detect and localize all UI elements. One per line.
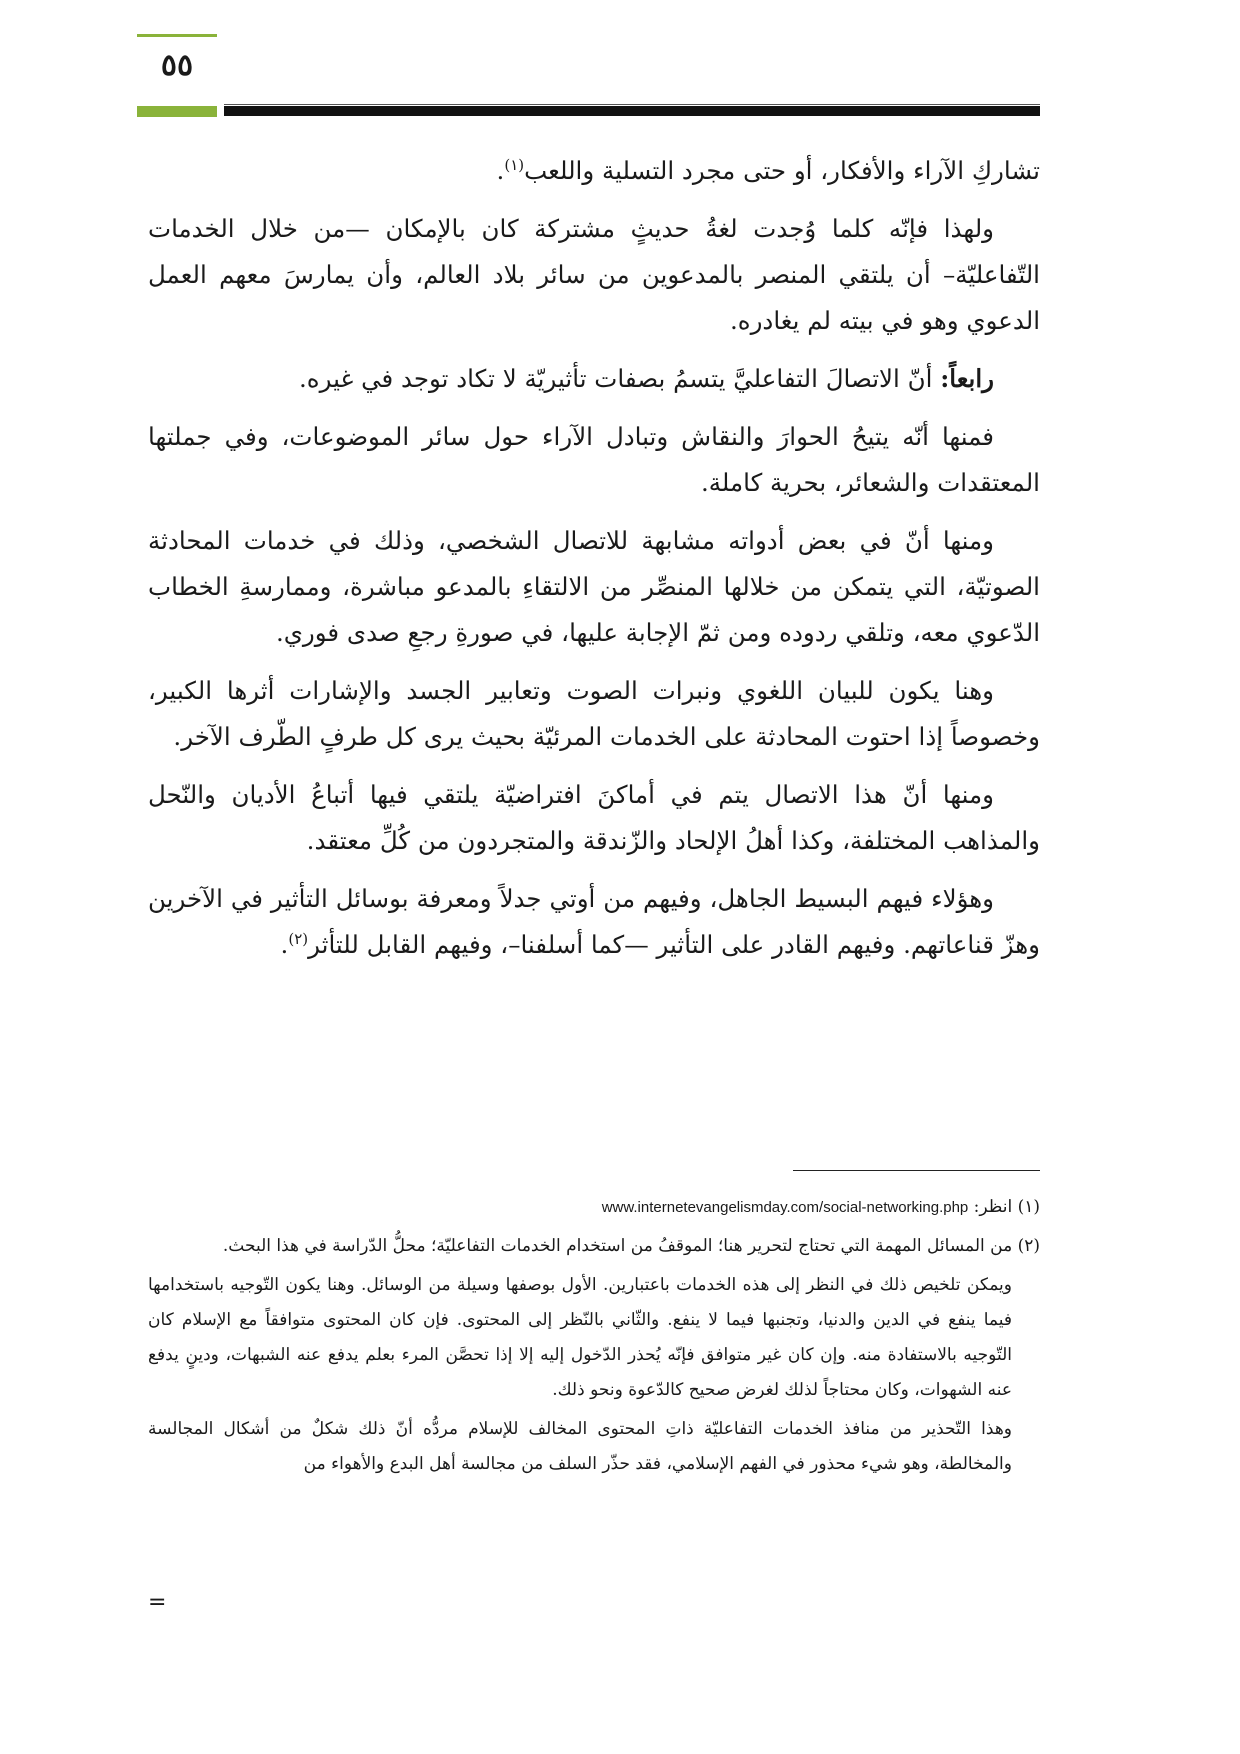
footnote-1 xyxy=(148,1190,1040,1225)
paragraph-6: وهنا يكون للبيان اللغوي ونبرات الصوت وتعابير الجسد والإشارات أثرها الكبير، وخصوصاً إذا احتوت المحادثة على الخدمات المرئيّة بحيث يرى كل طرفٍ الطّرف الآخر. xyxy=(148,676,1040,751)
header-rule xyxy=(224,106,1040,116)
paragraph-4: فمنها أنّه يتيحُ الحوارَ والنقاش وتبادل الآراء حول سائر الموضوعات، وفي جملتها المعتقدات والشعائر، بحرية كاملة. xyxy=(148,422,1040,497)
footnote-ref-1[interactable]: (١) xyxy=(504,155,525,174)
footnote-separator xyxy=(793,1170,1040,1171)
paragraph-3-text: أنّ الاتصالَ التفاعليَّ يتسمُ بصفات تأثيريّة لا تكاد توجد في غيره. xyxy=(298,364,941,393)
paragraph-3 xyxy=(148,356,1040,402)
footnote-2-para1: ويمكن تلخيص ذلك في النظر إلى هذه الخدمات باعتبارين. الأول بوصفها وسيلة من الوسائل. وهنا يكون التّوجيه باستخدامها فيما ينفع في الدين والدنيا، وتجنبها فيما لا ينفع. والثّاني بالنّظر إلى المحتوى. فإن كان المحتوى متوافقاً مع الإسلام كان التّوجيه بالاستفادة منه. وإن كان غير متوافق فإنّه يُحذر الدّخول إليه إلا إذا تحصَّن المرء بعلم يدفع عنه الشبهات، ودينٍ يدفع عنه الشهوات، وكان محتاجاً لذلك لغرض صحيح كالدّعوة ونحو ذلك. xyxy=(148,1275,1012,1400)
paragraph-8-end: . xyxy=(280,930,289,959)
footnote-ref-2[interactable]: (٢) xyxy=(288,929,309,948)
page-number: ٥٥ xyxy=(160,48,194,83)
paragraph-5: ومنها أنّ في بعض أدواته مشابهة للاتصال الشخصي، وذلك في خدمات المحادثة الصوتيّة، التي يتمكن من خلالها المنصِّر من الالتقاءِ بالمدعو مباشرة، وممارسةِ الخطاب الدّعوي معه، وتلقي ردوده ومن ثمّ الإجابة عليها، في صورةِ رجعِ صدى فوري. xyxy=(148,526,1040,647)
continuation-mark: = xyxy=(148,1590,167,1615)
page-number-accent-bar xyxy=(137,106,217,117)
body-text xyxy=(148,148,1040,980)
footnote-2-line1: (٢) من المسائل المهمة التي تحتاج لتحرير هنا؛ الموقفُ من استخدام الخدمات التفاعليّة؛ محلُّ الدّراسة في هذا البحث. xyxy=(222,1236,1040,1256)
footnote-2-para2: وهذا التّحذير من منافذ الخدمات التفاعليّة ذاتِ المحتوى المخالف للإسلام مردُّه أنّ ذلك شكلٌ من أشكال المجالسة والمخالطة، وهو شيء محذور في الفهم الإسلامي، فقد حذّر السلف من مجالسة أهل البدع والأهواء من xyxy=(148,1419,1012,1474)
paragraph-1-end: . xyxy=(496,156,505,185)
header-rule-thin xyxy=(224,104,1040,105)
page-number-block xyxy=(137,34,217,116)
paragraph-1 xyxy=(148,148,1040,194)
page-number-top-bar xyxy=(137,34,217,37)
paragraph-8 xyxy=(148,876,1040,968)
paragraph-2: ولهذا فإنّه كلما وُجدت لغةُ حديثٍ مشتركة كان بالإمكان —من خلال الخدمات التّفاعليّة– أن يلتقي المنصر بالمدعوين من سائر بلاد العالم، وأن يمارسَ معهم العمل الدعوي وهو في بيته لم يغادره. xyxy=(148,214,1040,335)
paragraph-3-label: رابعاً: xyxy=(940,364,994,393)
paragraph-1-text: تشاركِ الآراء والأفكار، أو حتى مجرد التسلية واللعب xyxy=(524,156,1040,185)
footnote-1-mark: (١) انظر: xyxy=(968,1197,1040,1217)
paragraph-8-text: وهؤلاء فيهم البسيط الجاهل، وفيهم من أوتي جدلاً ومعرفة بوسائل التأثير في الآخرين وهزّ قناعاتهم. وفيهم القادر على التأثير —كما أسلفنا–، وفيهم القابل للتأثر xyxy=(148,884,1040,959)
paragraph-7: ومنها أنّ هذا الاتصال يتم في أماكنَ افتراضيّة يلتقي فيها أتباعُ الأديان والنّحل والمذاهب المختلفة، وكذا أهلُ الإلحاد والزّندقة والمتجردون من كُلِّ معتقد. xyxy=(148,780,1040,855)
footnote-1-url[interactable]: www.internetevangelismday.com/social-networking.php xyxy=(601,1199,969,1216)
footnotes xyxy=(148,1190,1040,1486)
